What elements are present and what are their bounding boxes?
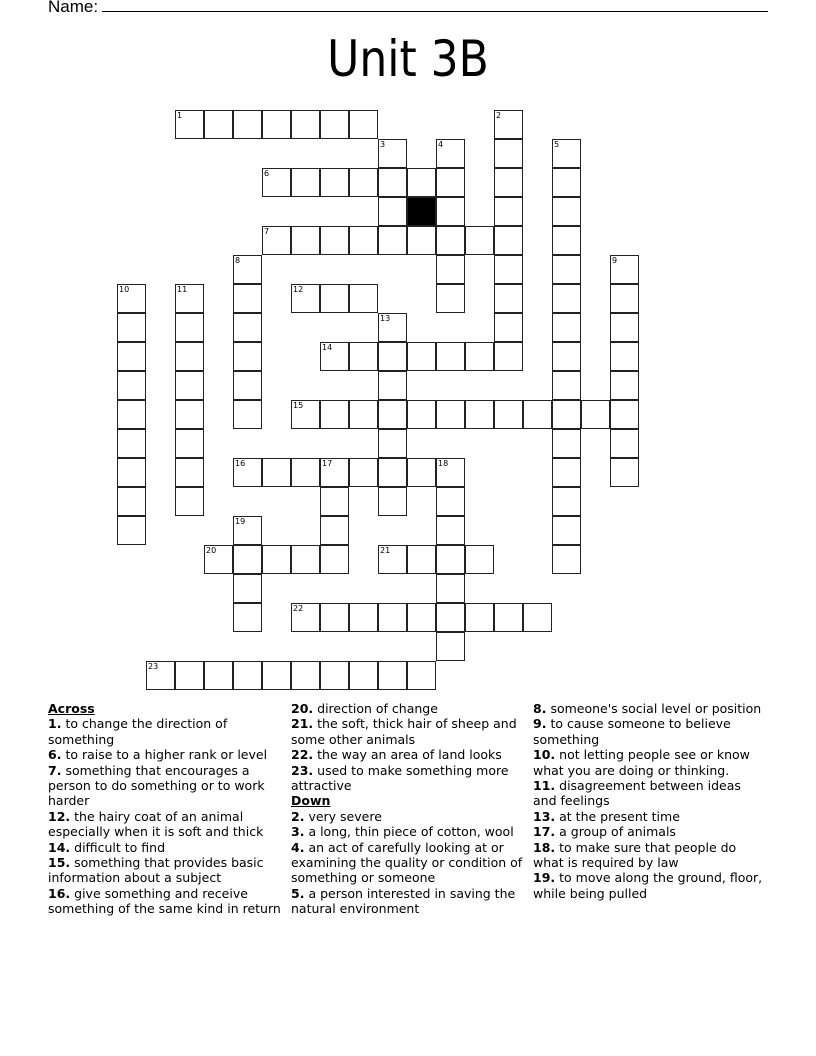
grid-cell[interactable] — [407, 661, 436, 690]
grid-cell[interactable] — [436, 139, 465, 168]
grid-cell[interactable] — [436, 632, 465, 661]
grid-cell[interactable] — [175, 400, 204, 429]
grid-cell[interactable] — [407, 603, 436, 632]
grid-cell[interactable] — [436, 226, 465, 255]
grid-cell[interactable] — [117, 429, 146, 458]
down-heading: Down — [291, 793, 331, 809]
grid-cell[interactable] — [436, 284, 465, 313]
grid-cell[interactable] — [175, 661, 204, 690]
grid-cell[interactable] — [117, 313, 146, 342]
grid-cell[interactable] — [378, 371, 407, 400]
grid-cell[interactable] — [175, 110, 204, 139]
grid-cell[interactable] — [436, 342, 465, 371]
grid-cell[interactable] — [610, 458, 639, 487]
grid-cell[interactable] — [407, 342, 436, 371]
clue-down-9: 9. to cause someone to believe something — [533, 716, 731, 747]
black-cell — [407, 197, 436, 226]
grid-cell[interactable] — [494, 226, 523, 255]
grid-cell[interactable] — [378, 226, 407, 255]
grid-cell[interactable] — [233, 516, 262, 545]
grid-cell[interactable] — [320, 516, 349, 545]
grid-cell[interactable] — [552, 255, 581, 284]
clue-number: 11 — [177, 285, 188, 294]
grid-cell[interactable] — [291, 400, 320, 429]
clue-down-2: 2. very severe — [291, 808, 382, 824]
grid-cell[interactable] — [378, 197, 407, 226]
grid-cell[interactable] — [436, 400, 465, 429]
grid-cell[interactable] — [320, 487, 349, 516]
clue-number: 5 — [554, 140, 560, 149]
grid-cell[interactable] — [378, 661, 407, 690]
grid-cell[interactable] — [291, 661, 320, 690]
grid-cell[interactable] — [320, 226, 349, 255]
clue-number: 22 — [293, 604, 304, 613]
clue-down-18: 18. to make sure that people do what is required by law — [533, 839, 737, 871]
clue-number: 7 — [264, 227, 270, 236]
clue-number: 20 — [206, 546, 217, 555]
grid-cell[interactable] — [349, 110, 378, 139]
clue-number: 12 — [293, 285, 304, 294]
across-heading: Across — [48, 701, 95, 716]
grid-cell[interactable] — [552, 545, 581, 574]
grid-cell[interactable] — [262, 226, 291, 255]
grid-cell[interactable] — [233, 545, 262, 574]
grid-cell[interactable] — [262, 545, 291, 574]
grid-cell[interactable] — [407, 168, 436, 197]
grid-cell[interactable] — [523, 400, 552, 429]
grid-cell[interactable] — [233, 371, 262, 400]
grid-cell[interactable] — [378, 313, 407, 342]
clue-down-8: 8. someone's social level or position — [533, 701, 762, 716]
grid-cell[interactable] — [233, 661, 262, 690]
grid-cell[interactable] — [378, 168, 407, 197]
clue-down-10: 10. not letting people see or know what you are doing or thinking. — [533, 747, 750, 778]
grid-cell[interactable] — [349, 458, 378, 487]
grid-cell[interactable] — [552, 284, 581, 313]
grid-cell[interactable] — [610, 255, 639, 284]
grid-cell[interactable] — [146, 661, 175, 690]
grid-cell[interactable] — [233, 342, 262, 371]
clue-down-3: 3. a long, thin piece of cotton, wool — [291, 824, 514, 840]
grid-cell[interactable] — [320, 661, 349, 690]
grid-cell[interactable] — [552, 226, 581, 255]
grid-cell[interactable] — [610, 371, 639, 400]
grid-cell[interactable] — [233, 603, 262, 632]
page-title: Unit 3B — [327, 30, 489, 88]
grid-cell[interactable] — [378, 342, 407, 371]
grid-cell[interactable] — [494, 313, 523, 342]
grid-cell[interactable] — [494, 284, 523, 313]
grid-cell[interactable] — [407, 545, 436, 574]
clue-number: 6 — [264, 169, 270, 178]
grid-cell[interactable] — [175, 458, 204, 487]
name-label: Name: — [48, 0, 99, 16]
grid-cell[interactable] — [494, 603, 523, 632]
grid-cell[interactable] — [233, 574, 262, 603]
grid-cell[interactable] — [117, 487, 146, 516]
grid-cell[interactable] — [233, 255, 262, 284]
grid-cell[interactable] — [378, 458, 407, 487]
clue-across-1: 1. to change the direction of something — [48, 716, 228, 747]
grid-cell[interactable] — [610, 400, 639, 429]
grid-cell[interactable] — [262, 661, 291, 690]
grid-cell[interactable] — [465, 603, 494, 632]
clue-number: 9 — [612, 256, 618, 265]
clue-across-23: 23. used to make something more attractive — [291, 762, 509, 794]
grid-cell[interactable] — [436, 197, 465, 226]
grid-cell[interactable] — [378, 487, 407, 516]
grid-cell[interactable] — [494, 168, 523, 197]
grid-cell[interactable] — [494, 139, 523, 168]
grid-cell[interactable] — [436, 255, 465, 284]
grid-cell[interactable] — [552, 400, 581, 429]
clue-number: 14 — [322, 343, 333, 352]
grid-cell[interactable] — [291, 168, 320, 197]
clue-across-12: 12. the hairy coat of an animal especially when it is soft and thick — [48, 808, 264, 840]
grid-cell[interactable] — [378, 400, 407, 429]
grid-cell[interactable] — [436, 487, 465, 516]
clue-down-11: 11. disagreement between ideas and feelings — [533, 778, 741, 809]
clue-number: 8 — [235, 256, 241, 265]
grid-cell[interactable] — [349, 661, 378, 690]
grid-cell[interactable] — [320, 342, 349, 371]
grid-cell[interactable] — [552, 342, 581, 371]
grid-cell[interactable] — [117, 371, 146, 400]
grid-cell[interactable] — [175, 342, 204, 371]
grid-cell[interactable] — [610, 313, 639, 342]
grid-cell[interactable] — [291, 226, 320, 255]
grid-cell[interactable] — [175, 313, 204, 342]
grid-cell[interactable] — [320, 458, 349, 487]
grid-cell[interactable] — [407, 226, 436, 255]
grid-cell[interactable] — [233, 313, 262, 342]
grid-cell[interactable] — [378, 429, 407, 458]
grid-cell[interactable] — [349, 342, 378, 371]
clues-column-3 — [533, 701, 763, 901]
grid-cell[interactable] — [320, 168, 349, 197]
grid-cell[interactable] — [407, 458, 436, 487]
grid-cell[interactable] — [320, 603, 349, 632]
clues-column-1 — [48, 701, 286, 917]
clue-across-16: 16. give something and receive something of the same kind in return — [48, 885, 281, 917]
grid-cell[interactable] — [494, 255, 523, 284]
grid-cell[interactable] — [465, 226, 494, 255]
clue-across-7: 7. something that encourages a person to do something or to work harder — [48, 762, 265, 809]
clue-number: 13 — [380, 314, 391, 323]
grid-cell[interactable] — [523, 603, 552, 632]
grid-cell[interactable] — [581, 400, 610, 429]
grid-cell[interactable] — [436, 545, 465, 574]
grid-cell[interactable] — [233, 110, 262, 139]
clue-across-15: 15. something that provides basic information about a subject — [48, 855, 264, 886]
clue-number: 19 — [235, 517, 246, 526]
clue-down-17: 17. a group of animals — [533, 824, 676, 840]
clue-number: 17 — [322, 459, 333, 468]
grid-cell[interactable] — [320, 545, 349, 574]
grid-cell[interactable] — [204, 110, 233, 139]
grid-cell[interactable] — [233, 458, 262, 487]
clue-number: 10 — [119, 285, 130, 294]
grid-cell[interactable] — [233, 400, 262, 429]
clue-number: 21 — [380, 546, 391, 555]
clue-across-20: 20. direction of change — [291, 701, 438, 716]
grid-cell[interactable] — [233, 284, 262, 313]
grid-cell[interactable] — [436, 516, 465, 545]
clue-down-19: 19. to move along the ground, floor, while being pulled — [533, 870, 763, 901]
grid-cell[interactable] — [175, 429, 204, 458]
grid-cell[interactable] — [436, 168, 465, 197]
grid-cell[interactable] — [320, 110, 349, 139]
grid-cell[interactable] — [436, 603, 465, 632]
grid-cell[interactable] — [552, 458, 581, 487]
grid-cell[interactable] — [407, 400, 436, 429]
grid-cell[interactable] — [349, 226, 378, 255]
grid-cell[interactable] — [291, 603, 320, 632]
clue-number: 18 — [438, 459, 449, 468]
grid-cell[interactable] — [349, 168, 378, 197]
grid-cell[interactable] — [552, 429, 581, 458]
grid-cell[interactable] — [436, 574, 465, 603]
grid-cell[interactable] — [320, 284, 349, 313]
grid-cell[interactable] — [117, 284, 146, 313]
clue-number: 16 — [235, 459, 246, 468]
grid-cell[interactable] — [117, 516, 146, 545]
clue-number: 4 — [438, 140, 444, 149]
grid-cell[interactable] — [117, 342, 146, 371]
grid-cell[interactable] — [378, 545, 407, 574]
grid-cell[interactable] — [349, 400, 378, 429]
grid-cell[interactable] — [465, 545, 494, 574]
grid-cell[interactable] — [175, 371, 204, 400]
grid-cell[interactable] — [552, 168, 581, 197]
grid-cell[interactable] — [291, 110, 320, 139]
grid-cell[interactable] — [117, 458, 146, 487]
clue-number: 3 — [380, 140, 386, 149]
grid-cell[interactable] — [610, 342, 639, 371]
grid-cell[interactable] — [204, 661, 233, 690]
grid-cell[interactable] — [291, 458, 320, 487]
grid-cell[interactable] — [262, 110, 291, 139]
grid-cell[interactable] — [204, 545, 233, 574]
grid-cell[interactable] — [175, 284, 204, 313]
grid-cell[interactable] — [175, 487, 204, 516]
grid-cell[interactable] — [291, 545, 320, 574]
grid-cell[interactable] — [610, 284, 639, 313]
grid-cell[interactable] — [552, 516, 581, 545]
clue-across-22: 22. the way an area of land looks — [291, 747, 502, 763]
clues-column-2 — [291, 701, 531, 917]
grid-cell[interactable] — [552, 139, 581, 168]
clue-across-21: 21. the soft, thick hair of sheep and some other animals — [291, 716, 517, 747]
grid-cell[interactable] — [320, 400, 349, 429]
clue-down-4: 4. an act of carefully looking at or examining the quality or condition of something or someone — [291, 839, 523, 886]
grid-cell[interactable] — [610, 429, 639, 458]
grid-cell[interactable] — [494, 110, 523, 139]
grid-cell[interactable] — [378, 603, 407, 632]
clue-number: 2 — [496, 111, 502, 120]
grid-cell[interactable] — [117, 400, 146, 429]
grid-cell[interactable] — [262, 458, 291, 487]
clue-across-14: 14. difficult to find — [48, 839, 166, 855]
grid-cell[interactable] — [291, 284, 320, 313]
clue-number: 15 — [293, 401, 304, 410]
grid-cell[interactable] — [465, 400, 494, 429]
clue-number: 1 — [177, 111, 183, 120]
grid-cell[interactable] — [262, 168, 291, 197]
grid-cell[interactable] — [552, 313, 581, 342]
clue-down-5: 5. a person interested in saving the natural environment — [291, 885, 516, 917]
grid-cell[interactable] — [494, 400, 523, 429]
grid-cell[interactable] — [465, 342, 494, 371]
clue-across-6: 6. to raise to a higher rank or level — [48, 747, 268, 763]
grid-cell[interactable] — [494, 342, 523, 371]
grid-cell[interactable] — [349, 284, 378, 313]
grid-cell[interactable] — [552, 197, 581, 226]
grid-cell[interactable] — [494, 197, 523, 226]
grid-cell[interactable] — [378, 139, 407, 168]
grid-cell[interactable] — [552, 371, 581, 400]
grid-cell[interactable] — [349, 603, 378, 632]
grid-cell[interactable] — [552, 487, 581, 516]
clue-down-13: 13. at the present time — [533, 808, 680, 824]
clue-number: 23 — [148, 662, 159, 671]
grid-cell[interactable] — [436, 458, 465, 487]
